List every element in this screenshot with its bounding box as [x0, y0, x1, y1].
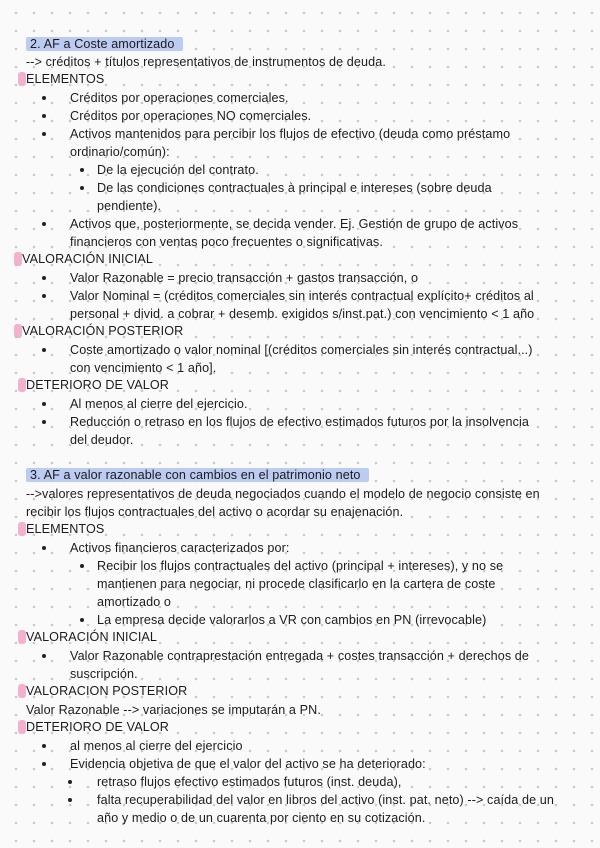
bullet-icon [80, 186, 84, 190]
list-item: Créditos por operaciones NO comerciales. [70, 109, 312, 123]
bullet-icon [42, 96, 46, 100]
section2-valoracion-inicial-heading: VALORACIÓN INICIAL [22, 252, 154, 266]
section3-valoracion-inicial-heading: VALORACIÓN INICIAL [26, 630, 158, 644]
section2-title: 2. AF a Coste amortizado [26, 36, 183, 52]
bullet-icon [42, 420, 46, 424]
sub-list-item-continuation: amortizado o [97, 595, 172, 609]
list-item: Valor Razonable contraprestación entregada + costes transacción + derechos de [70, 649, 530, 663]
sub-list-item: falta recuperabilidad del valor en libros del activo (inst. pat. neto) --> caída de un [97, 793, 554, 807]
bullet-icon [68, 780, 72, 784]
bullet-icon [42, 294, 46, 298]
sub-list-item: De la ejecución del contrato. [97, 163, 259, 177]
bullet-icon [42, 762, 46, 766]
list-item: Activos mantenidos para percibir los flujos de efectivo (deuda como préstamo [70, 127, 511, 141]
list-item: Créditos por operaciones comerciales. [70, 91, 289, 105]
list-item-continuation: suscripción. [70, 667, 138, 681]
list-item-continuation: con vencimiento < 1 año]. [70, 361, 217, 375]
section3-valoracion-posterior-heading: VALORACION POSTERIOR [26, 684, 188, 698]
section2-intro: --> créditos + títulos representativos de instrumentos de deuda. [26, 55, 386, 69]
section3-intro: -->valores representativos de deuda negociados cuando el modelo de negocio consiste en [26, 487, 540, 501]
bullet-icon [42, 276, 46, 280]
highlight-marker [18, 630, 26, 644]
list-item-continuation: ordinario/común): [70, 145, 170, 159]
list-item-continuation: del deudor. [70, 433, 134, 447]
sub-list-item-continuation: pendiente). [97, 199, 162, 213]
highlight-marker [18, 72, 26, 86]
list-item: Reducción o retraso en los flujos de efectivo estimados futuros por la insolvencia [70, 415, 530, 429]
section2-valoracion-posterior-heading: VALORACIÓN POSTERIOR [22, 324, 184, 338]
list-item: Valor Nominal = (créditos comerciales sin interés contractual explícito+ créditos al [70, 289, 534, 303]
bullet-icon [80, 168, 84, 172]
bullet-icon [42, 546, 46, 550]
section3-title: 3. AF a valor razonable con cambios en el patrimonio neto [26, 467, 369, 483]
section3-elementos-heading: ELEMENTOS [26, 522, 105, 536]
bullet-icon [42, 654, 46, 658]
sub-list-item: De las condiciones contractuales à principal e intereses (sobre deuda [97, 181, 492, 195]
list-item: Activos que, posteriormente, se decida vender. Ej. Gestión de grupo de activos [70, 217, 519, 231]
list-item-continuation: financieros con ventas poco frecuentes o significativas. [70, 235, 383, 249]
bullet-icon [68, 798, 72, 802]
section3-intro-continuation: recibir los flujos contractuales del activo o acordar su enajenación. [26, 505, 404, 519]
list-item: Activos financieros caracterizados por: [70, 541, 290, 555]
sub-list-item-continuation: año y medio o de un cuarenta por ciento en su cotización. [97, 811, 426, 825]
bullet-icon [80, 618, 84, 622]
section3-deterioro-heading: DETERIORO DE VALOR [26, 720, 169, 734]
sub-list-item: retraso flujos efectivo estimados futuros (inst. deuda), [97, 775, 402, 789]
bullet-icon [42, 744, 46, 748]
sub-list-item: Recibir los flujos contractuales del activo (principal + intereses), y no se [97, 559, 504, 573]
bullet-icon [42, 402, 46, 406]
highlight-marker [18, 522, 26, 536]
section3-valoracion-posterior-text: Valor Razonable --> variaciones se imputarán a PN. [26, 703, 321, 717]
highlight-marker [18, 378, 26, 392]
bullet-icon [42, 222, 46, 226]
sub-list-item: La empresa decide valorarlos a VR con cambios en PN (irrevocable) [97, 613, 487, 627]
bullet-icon [42, 348, 46, 352]
list-item: Al menos al cierre del ejercicio. [70, 397, 248, 411]
section2-deterioro-heading: DETERIORO DE VALOR [26, 378, 169, 392]
bullet-icon [42, 132, 46, 136]
highlight-marker [14, 324, 22, 338]
bullet-icon [80, 564, 84, 568]
sub-list-item-continuation: mantienen para negociar, ni procede clasificarlo en la cartera de coste [97, 577, 496, 591]
highlight-marker [18, 720, 26, 734]
list-item: Coste amortizado o valor nominal [(créditos comerciales sin interés contractual...) [70, 343, 533, 357]
list-item: Evidencia objetiva de que el valor del activo se ha deteriorado: [70, 757, 426, 771]
section2-elementos-heading: ELEMENTOS [26, 72, 105, 86]
list-item: al menos al cierre del ejercicio [70, 739, 243, 753]
list-item-continuation: personal + divid. a cobrar + desemb. exigidos s/inst.pat.) con vencimiento < 1 año [70, 307, 535, 321]
highlight-marker [14, 252, 22, 266]
highlight-marker [18, 684, 26, 698]
list-item: Valor Razonable = precio transacción + gastos transacción, o [70, 271, 419, 285]
bullet-icon [42, 114, 46, 118]
